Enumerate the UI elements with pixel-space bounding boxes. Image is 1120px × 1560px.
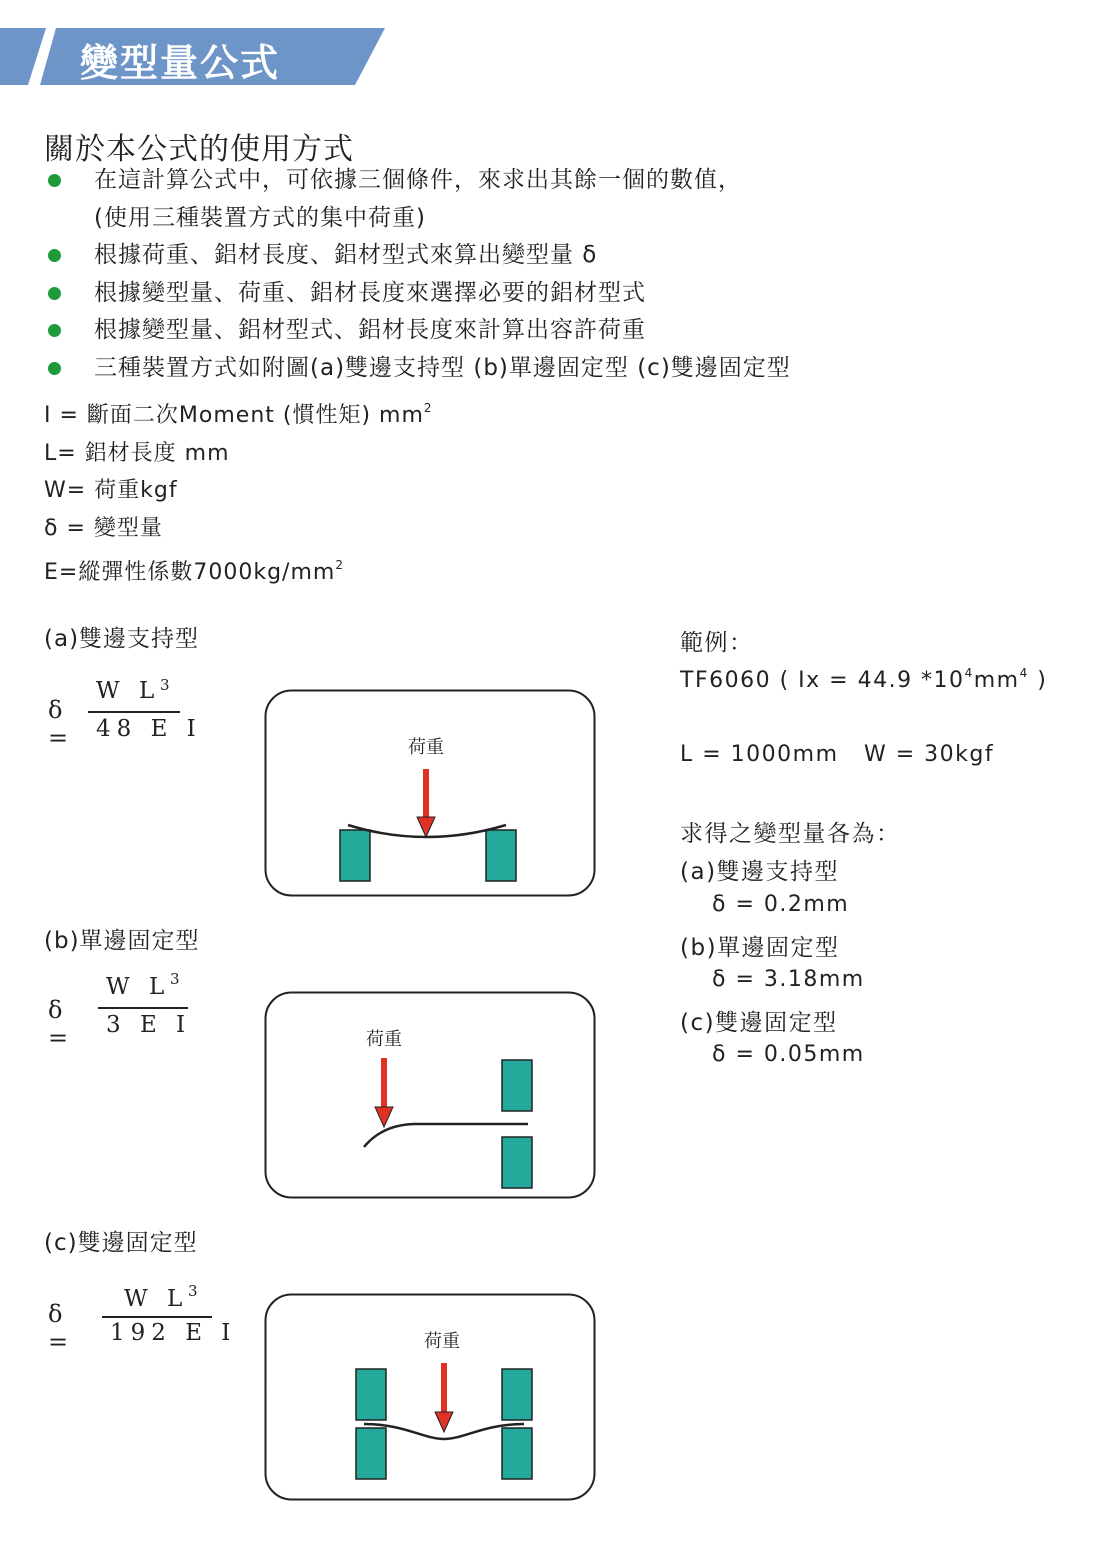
fraction-bar (88, 711, 180, 713)
case-a-label: (a)雙邊支持型 (44, 626, 200, 652)
support-block-right-top (502, 1369, 532, 1420)
load-label: 荷重 (366, 1029, 402, 1050)
support-block-bottom (502, 1137, 532, 1188)
list-item: 根據變型量、鋁材型式、鋁材長度來計算出容許荷重 (44, 312, 791, 350)
result-value-a: δ = 0.2mm (712, 892, 850, 917)
support-block-right-bottom (502, 1428, 532, 1479)
result-type-a: (a)雙邊支持型 (680, 859, 840, 885)
usage-heading: 關於本公式的使用方式 (44, 132, 354, 167)
formula-exponent: 3 (188, 1282, 198, 1300)
list-item: (使用三種裝置方式的集中荷重) (94, 204, 426, 231)
def-modulus: E=縱彈性係數$7000kg/mm^2$ (44, 558, 344, 586)
list-item: 三種裝置方式如附圖(a)雙邊支持型 (b)單邊固定型 (c)雙邊固定型 (44, 350, 791, 388)
result-type-c: (c)雙邊固定型 (680, 1010, 838, 1036)
support-block-left (340, 830, 370, 881)
formula-denominator: 3 E I (106, 1012, 192, 1038)
example-profile: TF6060 ( Ix = 44.9 $*10^4mm^4$ ) (680, 666, 1048, 693)
example-given: L = 1000mm W = 30kgf (680, 742, 995, 767)
def-deflection: δ = 變型量 (44, 515, 163, 541)
list-item: 根據變型量、荷重、鋁材長度來選擇必要的鋁材型式 (44, 275, 791, 313)
support-block-left-bottom (356, 1428, 386, 1479)
usage-bullet-list (44, 162, 791, 388)
support-block-left-top (356, 1369, 386, 1420)
formula-numerator: W L (106, 974, 171, 1000)
list-item: 根據荷重、鋁材長度、鋁材型式來算出變型量 δ (44, 237, 791, 275)
support-block-right (486, 830, 516, 881)
diagram-cantilever (264, 991, 596, 1199)
formula-delta: δ = (48, 1300, 69, 1356)
example-result-heading: 求得之變型量各為： (680, 821, 901, 847)
example-heading: 範例： (680, 630, 754, 656)
fraction-bar (98, 1007, 188, 1009)
def-load: W= 荷重kgf (44, 478, 178, 504)
bullet-dot-icon (48, 174, 61, 187)
bullet-dot-icon (48, 249, 61, 262)
formula-delta: δ = (48, 996, 69, 1052)
load-label: 荷重 (408, 737, 444, 758)
def-length: L= 鋁材長度 mm (44, 440, 230, 466)
result-type-b: (b)單邊固定型 (680, 935, 840, 961)
diagram-simply-supported (264, 689, 596, 897)
formula-exponent: 3 (160, 676, 170, 694)
formula-exponent: 3 (170, 970, 180, 988)
variable-definitions (44, 390, 433, 592)
bullet-dot-icon (48, 287, 61, 300)
result-value-c: δ = 0.05mm (712, 1042, 865, 1067)
page-title: 變型量公式 (80, 41, 281, 85)
formula-numerator: W L (124, 1286, 189, 1312)
bullet-dot-icon (48, 324, 61, 337)
formula-numerator: W L (96, 678, 161, 704)
case-c-label: (c)雙邊固定型 (44, 1230, 198, 1256)
support-block-top (502, 1060, 532, 1111)
header-banner (0, 28, 385, 85)
def-inertia: I = 斷面二次Moment (慣性矩) $mm^2$ (44, 401, 433, 428)
formula-denominator: 48 E I (96, 716, 202, 742)
result-value-b: δ = 3.18mm (712, 967, 865, 992)
fraction-bar (102, 1316, 212, 1318)
diagram-fixed-both-ends (264, 1293, 596, 1501)
case-b-label: (b)單邊固定型 (44, 928, 200, 954)
formula-delta: δ = (48, 696, 69, 752)
formula-denominator: 192 E I (110, 1320, 237, 1346)
bullet-dot-icon (48, 362, 61, 375)
load-label: 荷重 (424, 1331, 460, 1352)
list-item: 在這計算公式中，可依據三個條件，來求出其餘一個的數值， (44, 162, 791, 200)
